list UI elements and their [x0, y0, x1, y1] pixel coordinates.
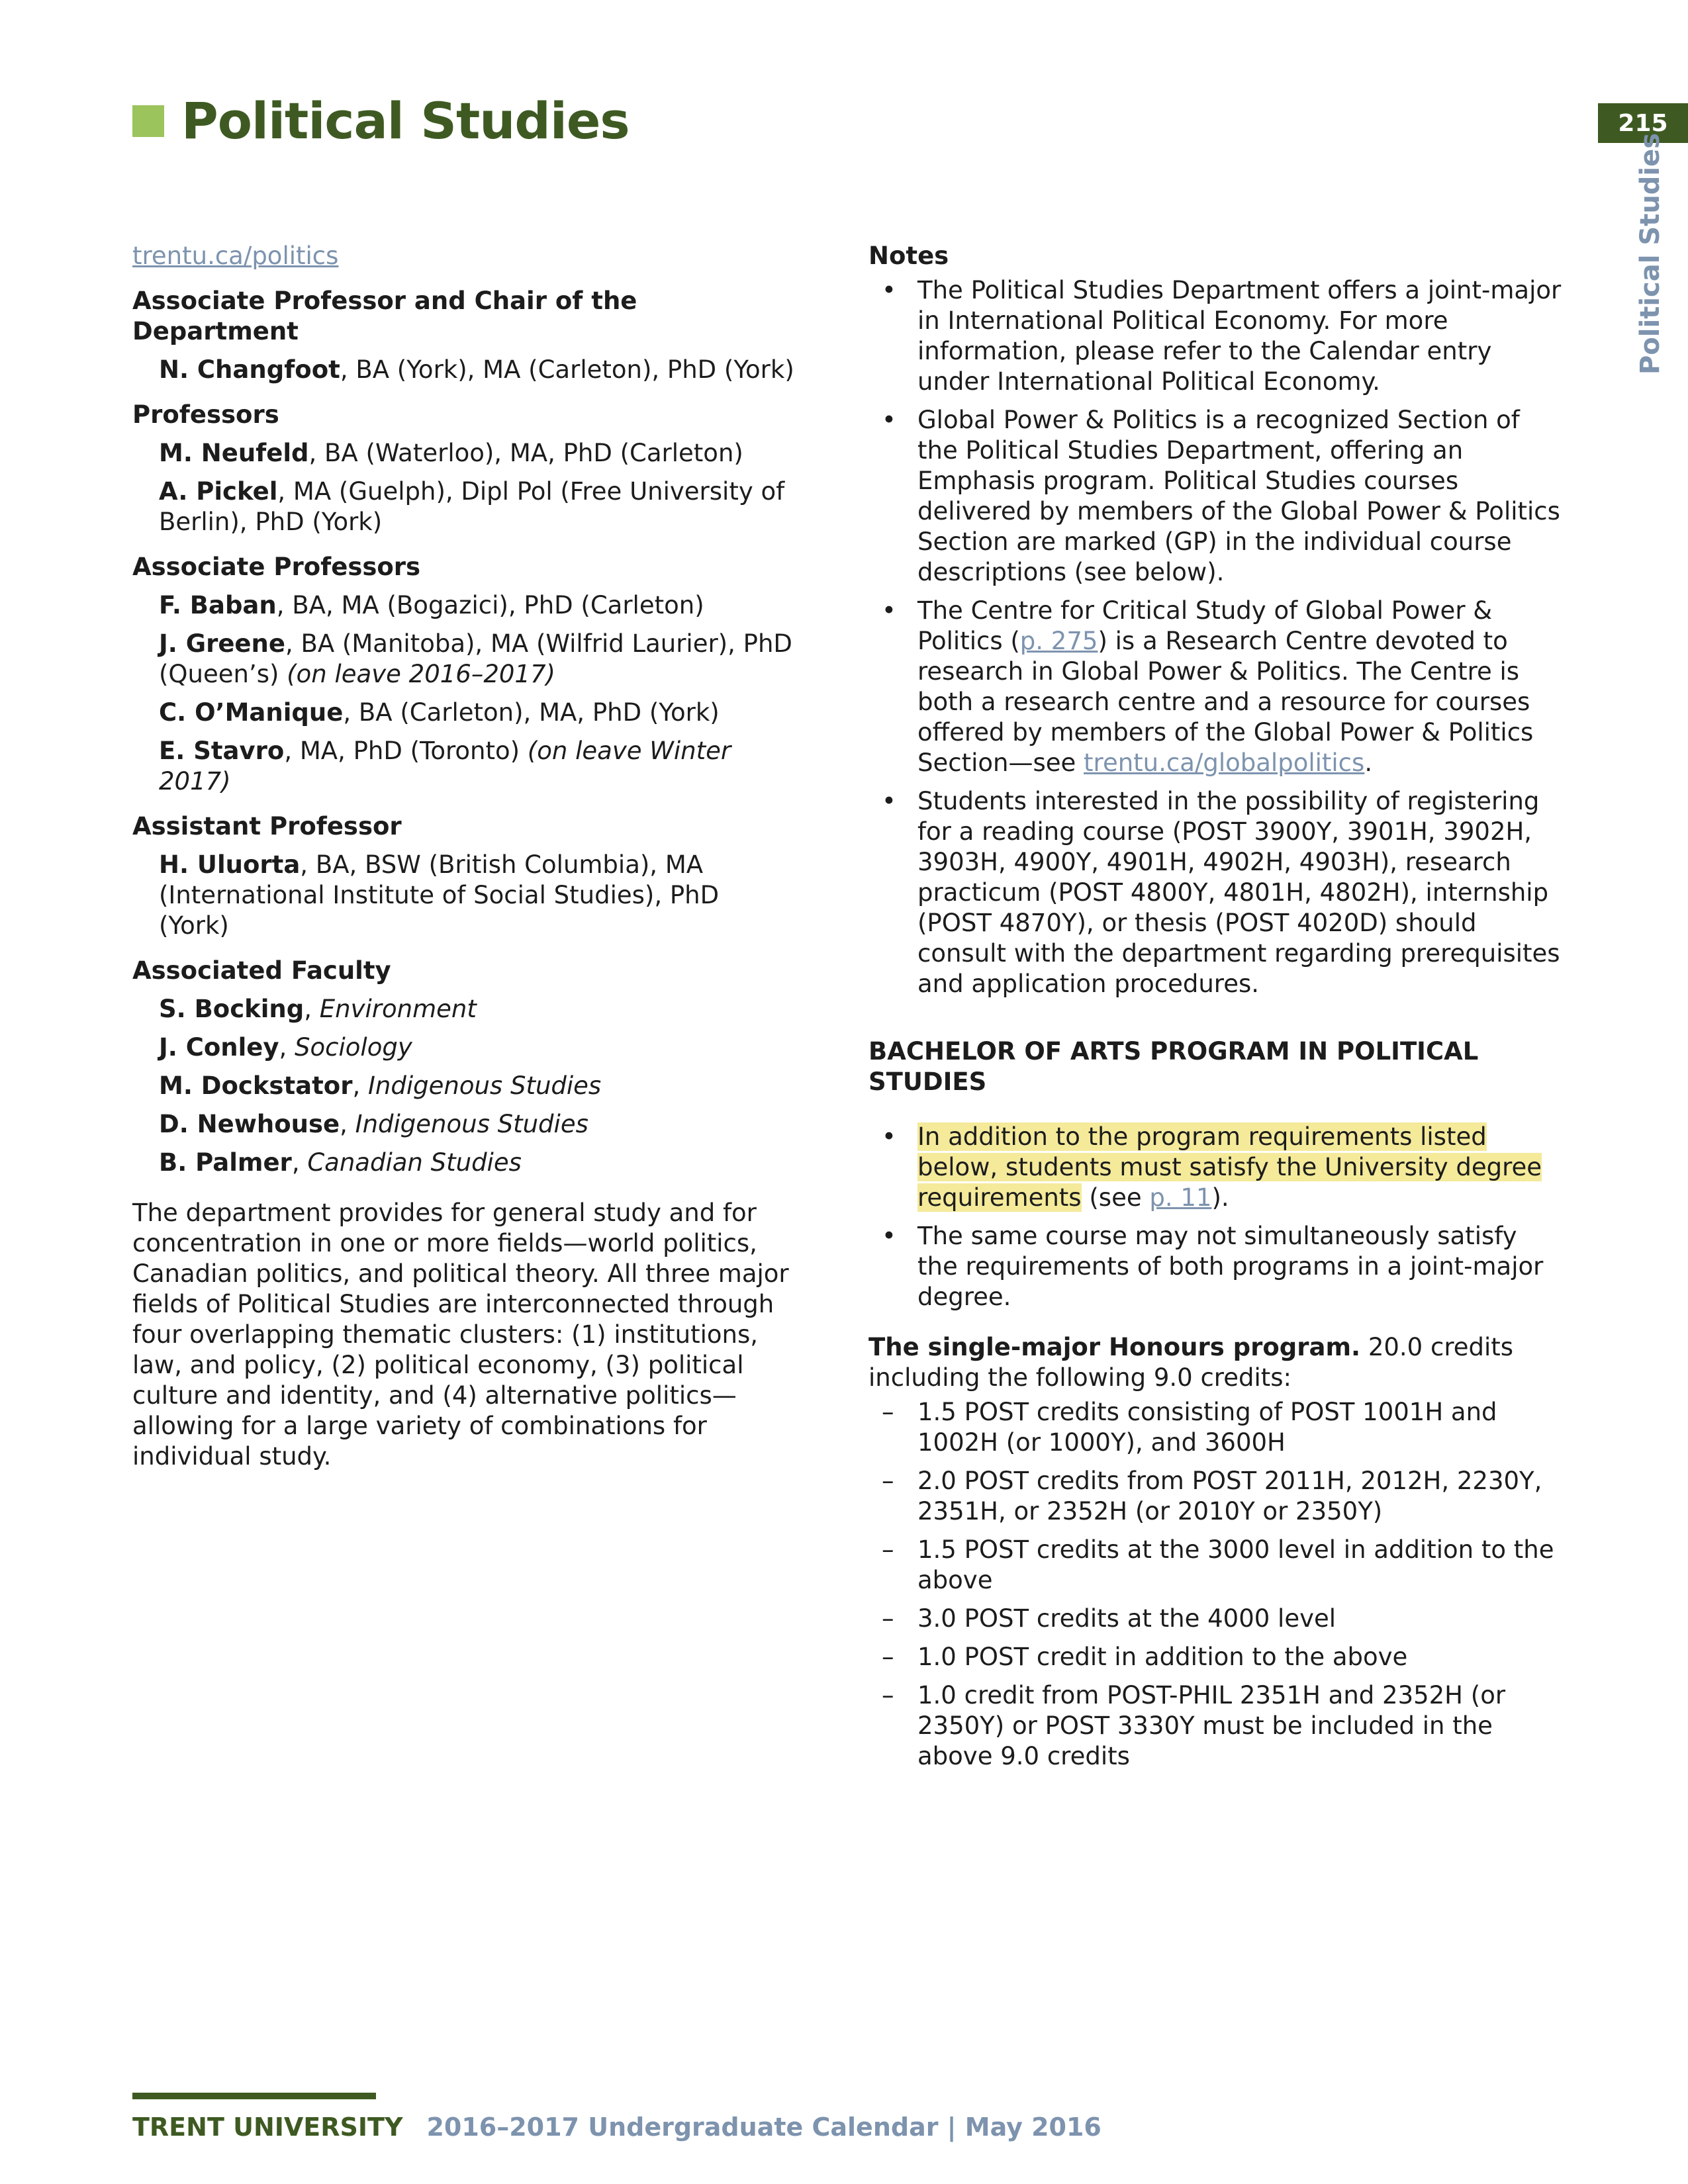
faculty-entry	[132, 698, 794, 728]
professors-group	[132, 400, 794, 537]
footer-university: TRENT UNIVERSITY	[132, 2113, 403, 2142]
chair-heading: Associate Professor and Chair of the Department	[132, 287, 637, 345]
list-item: • The Political Studies Department offers a joint-major in International Political Economy. For more information, please refer to the Calendar entry under International Political Economy.	[868, 275, 1564, 397]
faculty-separator: ,	[304, 995, 320, 1023]
faculty-department: Canadian Studies	[307, 1148, 522, 1177]
faculty-entry	[132, 994, 794, 1024]
faculty-name: A. Pickel	[159, 477, 278, 506]
faculty-credentials: , BA, MA (Bogazici), PhD (Carleton)	[276, 591, 704, 619]
faculty-entry	[132, 629, 794, 690]
faculty-entry	[132, 736, 794, 797]
professors-heading: Professors	[132, 400, 279, 429]
faculty-name: M. Dockstator	[159, 1071, 353, 1100]
faculty-credentials: , MA (Guelph), Dipl Pol (Free University of Berlin), PhD (York)	[159, 477, 785, 536]
faculty-entry	[132, 1032, 794, 1063]
faculty-entry	[132, 355, 794, 385]
note-text: ) is a Research Centre devoted to research in Global Power & Politics. The Centre is both a research centre and a resource for courses offered by members of the Global Power & Politics Section—see	[917, 627, 1534, 777]
page-275-link[interactable]: p. 275	[1019, 627, 1098, 655]
faculty-name: F. Baban	[159, 591, 277, 619]
faculty-name: J. Conley	[159, 1033, 279, 1062]
list-item: • The same course may not simultaneously satisfy the requirements of both programs in a joint-major degree.	[868, 1221, 1564, 1312]
faculty-name: H. Uluorta	[159, 850, 301, 879]
footer-calendar: 2016–2017 Undergraduate Calendar | May 2016	[426, 2113, 1102, 2142]
faculty-name: N. Changfoot	[159, 355, 340, 384]
department-description: The department provides for general study and for concentration in one or more fields—world politics, Canadian politics, and political theory. All three major fields of Political Studies are interconnected through four overlapping thematic clusters: (1) institutions, law, and policy, (2) political economy, (3) political culture and identity, and (4) alternative politics—allowing for a large variety of combinations for individual study.	[132, 1199, 789, 1471]
associate-professors-group	[132, 552, 794, 797]
single-major-intro	[868, 1332, 1564, 1393]
faculty-department: Sociology	[295, 1033, 412, 1062]
faculty-name: S. Bocking	[159, 995, 305, 1023]
faculty-name: J. Greene	[159, 629, 285, 658]
faculty-name: C. O’Manique	[159, 698, 344, 727]
note-text: ).	[1211, 1183, 1229, 1212]
faculty-entry	[132, 1071, 794, 1101]
list-item: – 1.0 POST credit in addition to the above	[868, 1642, 1564, 1672]
faculty-separator: ,	[340, 1110, 355, 1138]
page-title-block	[132, 91, 630, 150]
footer-divider	[132, 2093, 376, 2099]
single-major-credits: 20.0 credits including the following 9.0 credits:	[868, 1333, 1514, 1392]
faculty-credentials: , BA (York), MA (Carleton), PhD (York)	[340, 355, 794, 384]
globalpolitics-link[interactable]: trentu.ca/globalpolitics	[1084, 749, 1365, 777]
note-text: (see	[1081, 1183, 1150, 1212]
faculty-department: Environment	[319, 995, 477, 1023]
faculty-separator: ,	[352, 1071, 368, 1100]
faculty-entry	[132, 438, 794, 469]
faculty-name: D. Newhouse	[159, 1110, 340, 1138]
leave-note: (on leave 2016–2017)	[287, 660, 555, 688]
faculty-credentials: , BA (Waterloo), MA, PhD (Carleton)	[308, 439, 743, 467]
ba-notes-list	[868, 1122, 1564, 1312]
list-item: • Students interested in the possibility of registering for a reading course (POST 3900Y, 3901H, 3902H, 3903H, 4900Y, 4901H, 4902H, 4903H), research practicum (POST 4800Y, 4801H, 4802H), internship (POST 4870Y), or thesis (POST 4020D) should consult with the department regarding prerequisites and application procedures.	[868, 786, 1564, 999]
side-section-label: Political Studies	[1635, 132, 1665, 375]
note-text: The Centre for Critical Study of Global Power & Politics (	[917, 596, 1493, 655]
faculty-entry	[132, 850, 794, 941]
associated-faculty-group	[132, 956, 794, 1178]
requirements-list	[868, 1397, 1564, 1772]
chair-group	[132, 286, 794, 385]
faculty-name: M. Neufeld	[159, 439, 309, 467]
list-item: • Global Power & Politics is a recognized Section of the Political Studies Department, offering an Emphasis program. Political Studies courses delivered by members of the Global Power & Politics Section are marked (GP) in the individual course descriptions (see below).	[868, 405, 1564, 588]
faculty-name: E. Stavro	[159, 737, 285, 765]
faculty-credentials: , BA (Carleton), MA, PhD (York)	[343, 698, 720, 727]
list-item: – 1.5 POST credits at the 3000 level in addition to the above	[868, 1535, 1564, 1596]
faculty-credentials: , MA, PhD (Toronto)	[284, 737, 528, 765]
associated-faculty-heading: Associated Faculty	[132, 956, 391, 985]
faculty-department: Indigenous Studies	[368, 1071, 602, 1100]
notes-list	[868, 275, 1564, 999]
list-item	[868, 596, 1564, 778]
note-text: .	[1364, 749, 1373, 777]
right-column	[868, 241, 1564, 1780]
department-url-link[interactable]: trentu.ca/politics	[132, 242, 339, 270]
footer	[132, 2113, 1102, 2142]
url-group	[132, 241, 794, 271]
faculty-credentials: , BA (Manitoba), MA (Wilfrid Laurier), PhD (Queen’s)	[159, 629, 792, 688]
assistant-professor-heading: Assistant Professor	[132, 812, 402, 841]
leave-note: (on leave Winter 2017)	[159, 737, 731, 796]
ba-program-heading: BACHELOR OF ARTS PROGRAM IN POLITICAL STUDIES	[868, 1037, 1479, 1096]
assistant-professor-group	[132, 811, 794, 941]
page-number: 215	[1598, 103, 1688, 143]
faculty-name: B. Palmer	[159, 1148, 292, 1177]
faculty-department: Indigenous Studies	[355, 1110, 588, 1138]
left-column	[132, 241, 794, 1472]
page-title: Political Studies	[181, 91, 630, 150]
list-item: – 1.0 credit from POST-PHIL 2351H and 2352H (or 2350Y) or POST 3330Y must be included in the above 9.0 credits	[868, 1680, 1564, 1772]
faculty-entry	[132, 1109, 794, 1140]
faculty-entry	[132, 477, 794, 537]
faculty-entry	[132, 590, 794, 621]
single-major-title: The single-major Honours program.	[868, 1333, 1361, 1361]
associate-professors-heading: Associate Professors	[132, 553, 421, 581]
faculty-entry	[132, 1148, 794, 1178]
faculty-credentials: , BA, BSW (British Columbia), MA (International Institute of Social Studies), PhD (York)	[159, 850, 720, 940]
list-item: – 2.0 POST credits from POST 2011H, 2012H, 2230Y, 2351H, or 2352H (or 2010Y or 2350Y)	[868, 1466, 1564, 1527]
highlighted-text: In addition to the program requirements listed below, students must satisfy the University degree requirements	[917, 1122, 1542, 1212]
list-item: – 1.5 POST credits consisting of POST 1001H and 1002H (or 1000Y), and 3600H	[868, 1397, 1564, 1458]
faculty-separator: ,	[291, 1148, 308, 1177]
list-item: – 3.0 POST credits at the 4000 level	[868, 1604, 1564, 1634]
notes-heading: Notes	[868, 242, 949, 270]
page-11-link[interactable]: p. 11	[1149, 1183, 1212, 1212]
title-square-icon	[132, 105, 164, 137]
faculty-separator: ,	[279, 1033, 295, 1062]
list-item	[868, 1122, 1564, 1213]
